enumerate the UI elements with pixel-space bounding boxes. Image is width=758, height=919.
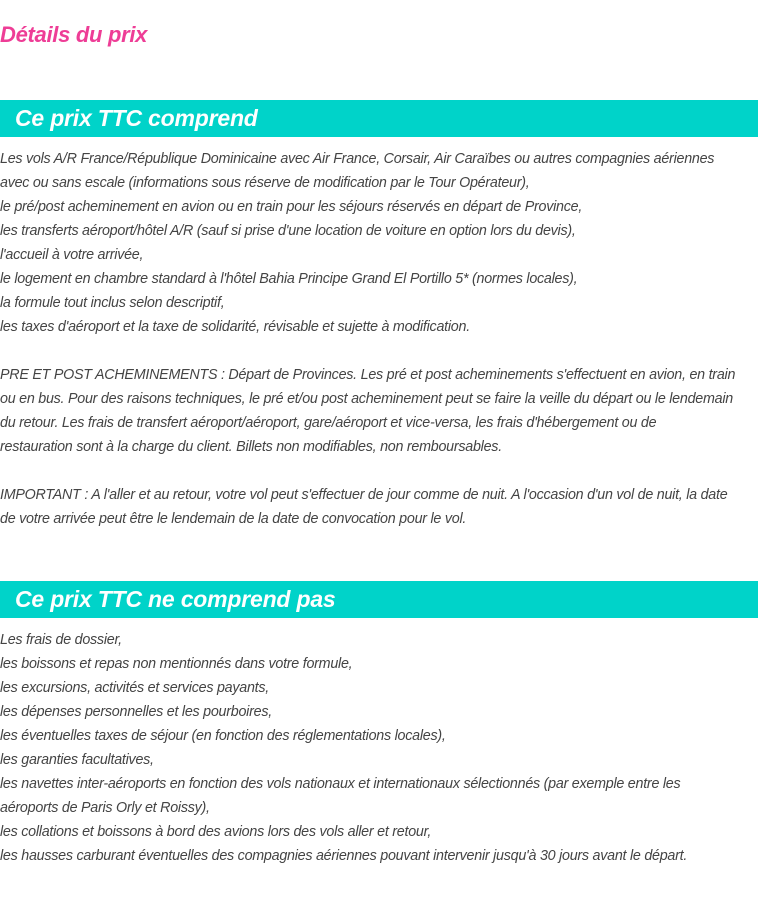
list-item: les garanties facultatives, — [0, 752, 154, 768]
excluded-section-header — [0, 581, 758, 618]
list-item: Les vols A/R France/République Dominicaine avec Air France, Corsair, Air Caraïbes ou autres compagnies aériennes — [0, 151, 715, 167]
list-item: Les frais de dossier, — [0, 632, 122, 648]
list-item: les éventuelles taxes de séjour (en fonction des réglementations locales), — [0, 728, 446, 744]
excluded-list — [0, 628, 758, 868]
included-heading: Ce prix TTC comprend — [15, 105, 258, 131]
list-item: les navettes inter-aéroports en fonction des vols nationaux et internationaux sélectionnés (par exemple entre les — [0, 776, 681, 792]
included-list — [0, 147, 758, 339]
list-item: la formule tout inclus selon descriptif, — [0, 295, 225, 311]
list-item: le logement en chambre standard à l'hôtel Bahia Principe Grand El Portillo 5* (normes locales), — [0, 271, 578, 287]
note-line: ou en bus. Pour des raisons techniques, le pré et/ou post acheminement peut se faire la veille du départ ou le lendemain — [0, 391, 733, 407]
list-item: avec ou sans escale (informations sous réserve de modification par le Tour Opérateur), — [0, 175, 530, 191]
pre-post-acheminements-note — [0, 363, 758, 459]
list-item: aéroports de Paris Orly et Roissy), — [0, 800, 210, 816]
list-item: les dépenses personnelles et les pourboires, — [0, 704, 272, 720]
list-item: les excursions, activités et services payants, — [0, 680, 269, 696]
list-item: les taxes d'aéroport et la taxe de solidarité, révisable et sujette à modification. — [0, 319, 470, 335]
included-section-header — [0, 100, 758, 137]
note-line: restauration sont à la charge du client. Billets non modifiables, non remboursables. — [0, 439, 502, 455]
list-item: le pré/post acheminement en avion ou en train pour les séjours réservés en départ de Province, — [0, 199, 583, 215]
excluded-heading: Ce prix TTC ne comprend pas — [15, 586, 336, 612]
list-item: les transferts aéroport/hôtel A/R (sauf si prise d'une location de voiture en option lors du devis), — [0, 223, 576, 239]
note-line: IMPORTANT : A l'aller et au retour, votre vol peut s'effectuer de jour comme de nuit. A l'occasion d'un vol de nuit, la date — [0, 487, 728, 503]
note-line: PRE ET POST ACHEMINEMENTS : Départ de Provinces. Les pré et post acheminements s'effectuent en avion, en train — [0, 367, 736, 383]
list-item: les hausses carburant éventuelles des compagnies aériennes pouvant intervenir jusqu'à 30 jours avant le départ. — [0, 848, 688, 864]
list-item: les collations et boissons à bord des avions lors des vols aller et retour, — [0, 824, 432, 840]
list-item: l'accueil à votre arrivée, — [0, 247, 144, 263]
list-item: les boissons et repas non mentionnés dans votre formule, — [0, 656, 353, 672]
important-note — [0, 483, 758, 531]
page-title: Détails du prix — [0, 22, 148, 47]
note-line: de votre arrivée peut être le lendemain de la date de convocation pour le vol. — [0, 511, 467, 527]
note-line: du retour. Les frais de transfert aéroport/aéroport, gare/aéroport et vice-versa, les frais d'hébergement ou de — [0, 415, 657, 431]
